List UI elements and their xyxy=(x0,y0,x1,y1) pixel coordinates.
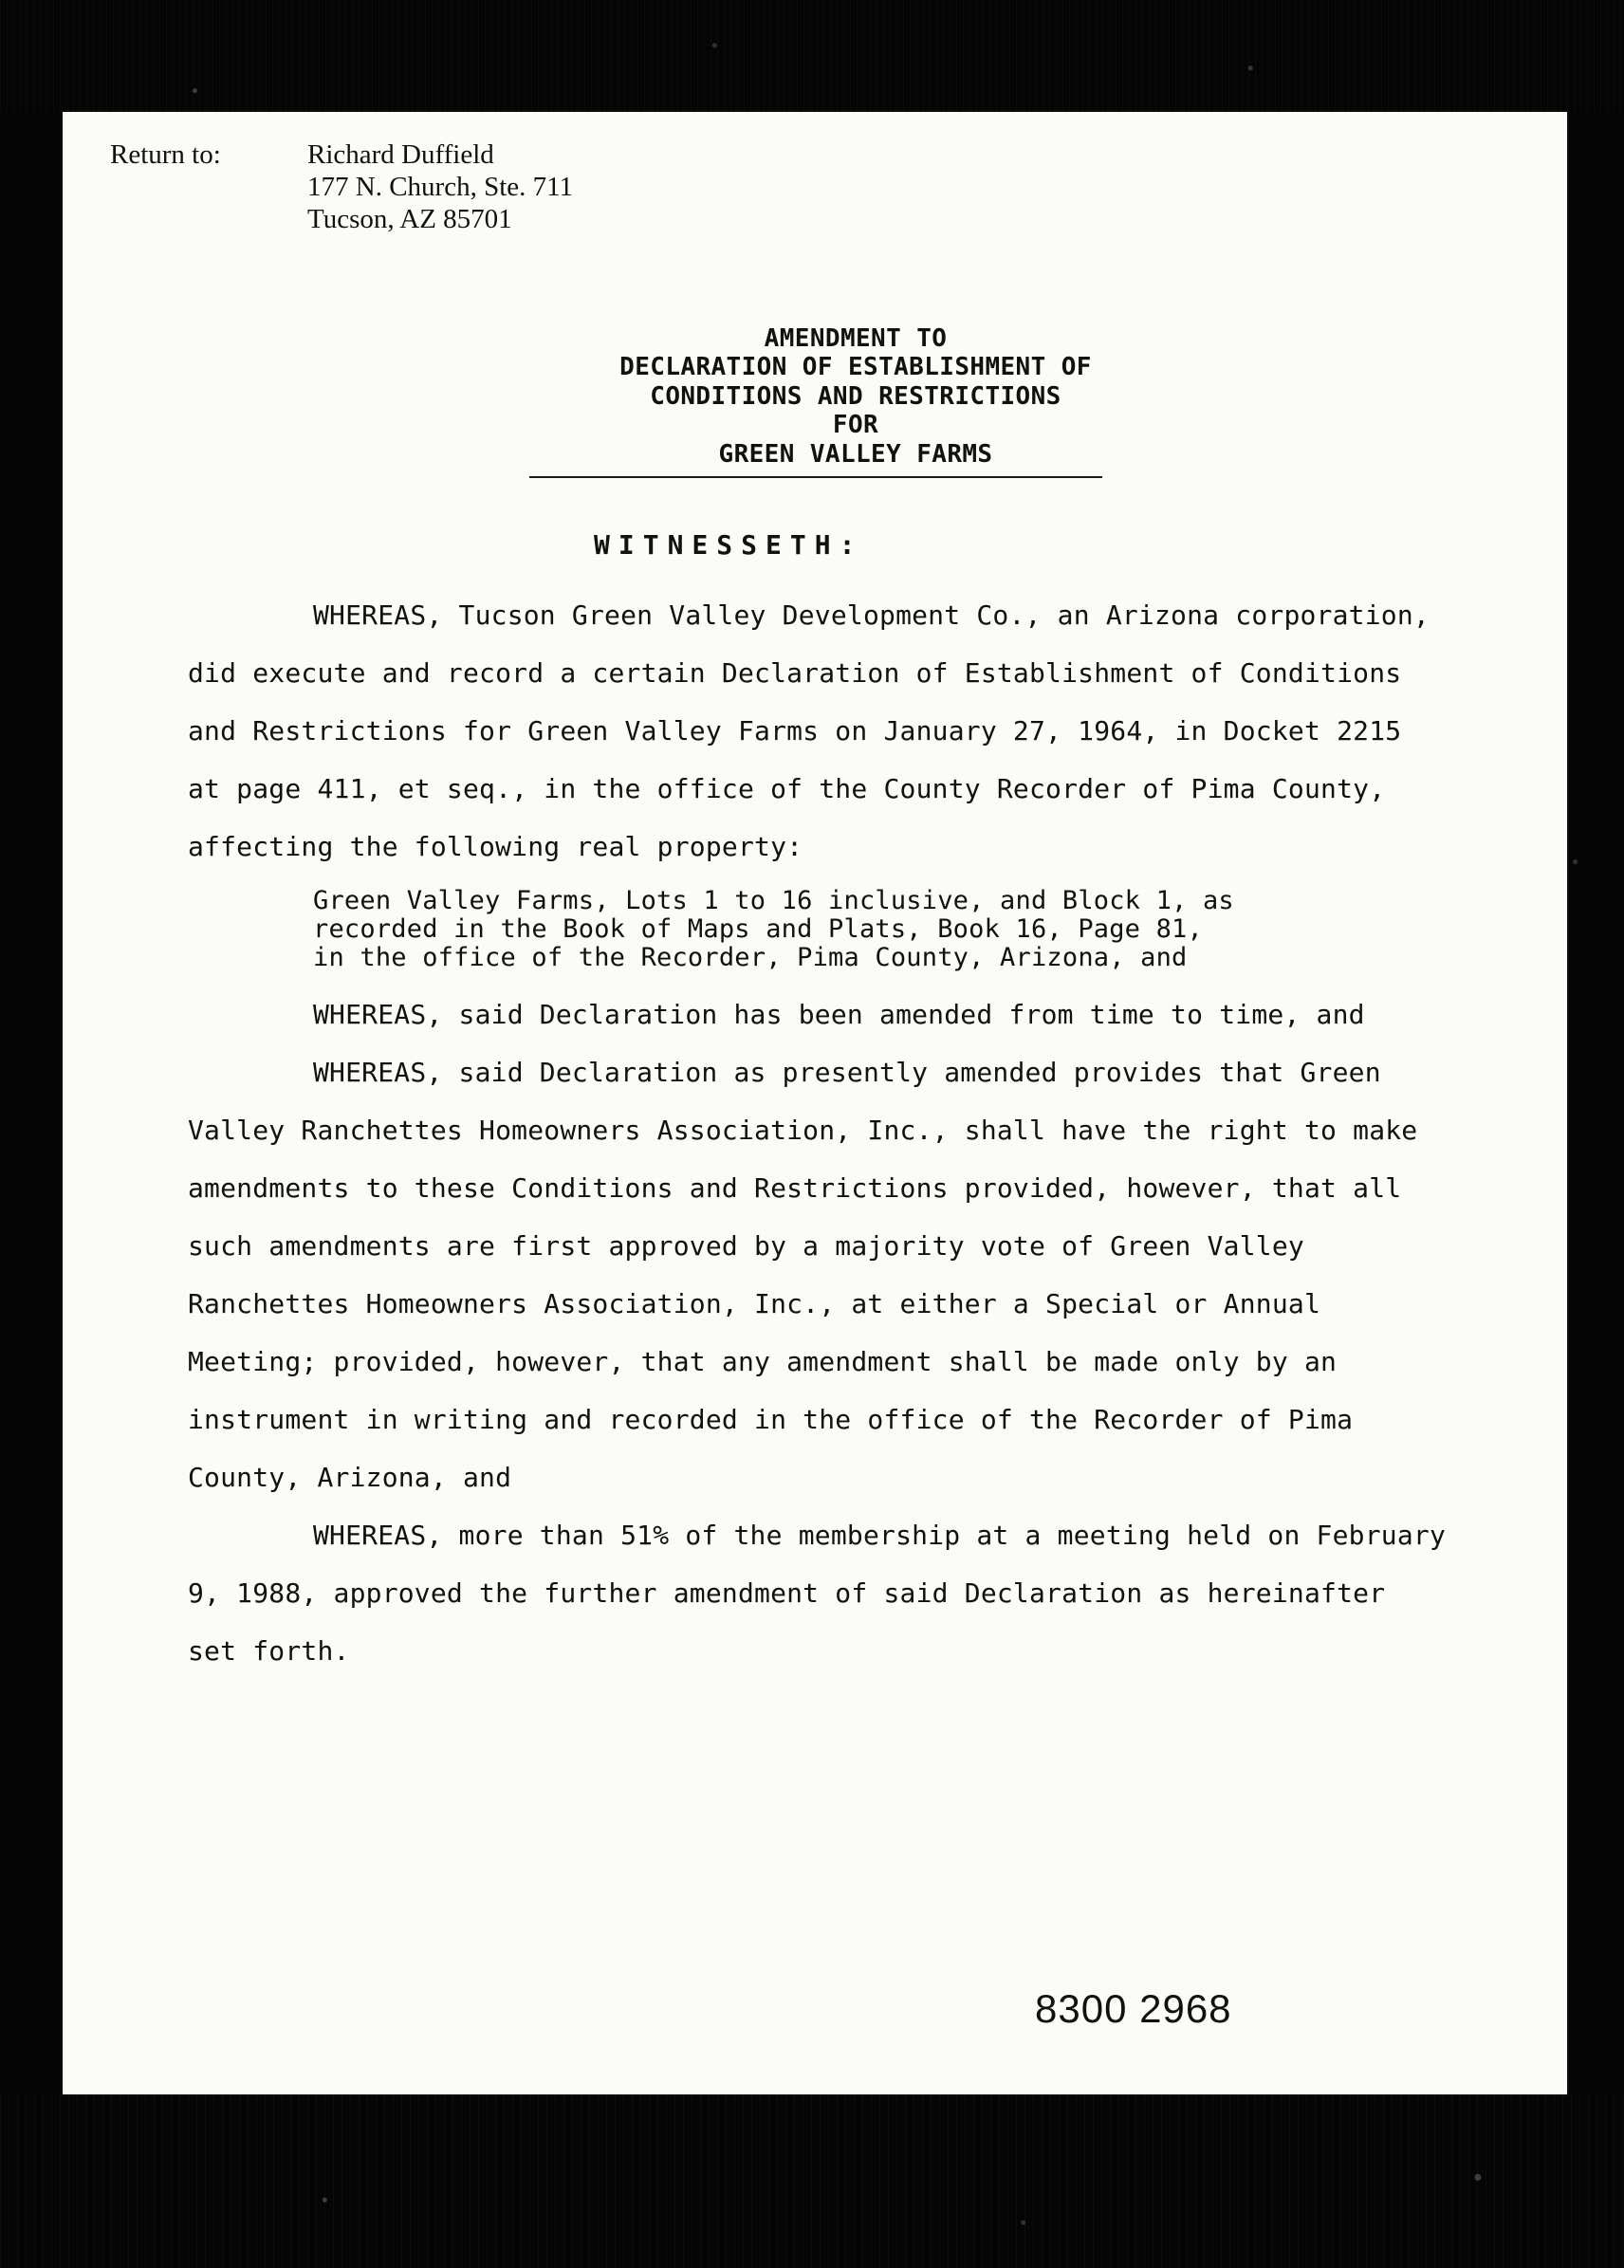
return-address-city: Tucson, AZ 85701 xyxy=(307,204,512,235)
return-address-name: Richard Duffield xyxy=(307,139,494,170)
title-underline xyxy=(529,476,1102,478)
paragraph-amendment-authority: WHEREAS, said Declaration as presently amended provides that Green Valley Ranchettes Homeowners Association, Inc., shall have the right to make amendments to these Conditions and Restrictions provided, however, that all such amendments are first approved by a majority vote of Green Valley Ranchettes Homeowners Association, Inc., at either a Special or Annual Meeting; provided, however, that any amendment shall be made only by an instrument in writing and recorded in the office of the Recorder of Pima County, Arizona, and xyxy=(188,1057,1418,1493)
property-description: Green Valley Farms, Lots 1 to 16 inclusive, and Block 1, as recorded in the Book of Maps and Plats, Book 16, Page 81, in the office of the Recorder, Pima County, Arizona, and xyxy=(313,886,1234,972)
document-title xyxy=(533,324,1178,469)
scan-bottom-noise xyxy=(0,2094,1624,2268)
paragraph-development-declaration: WHEREAS, Tucson Green Valley Development Co., an Arizona corporation, did execute and record a certain Declaration of Establishment of Conditions and Restrictions for Green Valley Farms on January 27, 1964, in Docket 2215 at page 411, et seq., in the office of the County Recorder of Pima County, affecting the following real property: xyxy=(188,599,1430,862)
return-address-street: 177 N. Church, Ste. 711 xyxy=(307,172,574,203)
paragraph-membership-approval: WHEREAS, more than 51% of the membership at a meeting held on February 9, 1988, approved the further amendment of said Declaration as hereinafter set forth. xyxy=(188,1520,1447,1667)
document-body xyxy=(188,586,1449,1680)
title-line-for: FOR xyxy=(832,411,879,440)
return-label: Return to: xyxy=(110,139,221,170)
return-address-row xyxy=(110,138,793,236)
return-address-lines xyxy=(307,138,573,236)
title-line-conditions: CONDITIONS AND RESTRICTIONS xyxy=(650,381,1061,411)
paragraph-amended-time: WHEREAS, said Declaration has been amended from time to time, and xyxy=(313,999,1365,1030)
document-sheet xyxy=(63,112,1567,2094)
document-stamp-number: 8300 2968 xyxy=(1035,1986,1232,2031)
title-line-green-valley-farms: GREEN VALLEY FARMS xyxy=(718,439,993,469)
witnesseth-heading: WITNESSETH: xyxy=(594,529,864,561)
title-line-amendment: AMENDMENT TO xyxy=(764,324,948,353)
title-line-declaration: DECLARATION OF ESTABLISHMENT OF xyxy=(619,353,1092,382)
scan-top-noise xyxy=(0,0,1624,112)
return-address-block xyxy=(110,138,793,236)
